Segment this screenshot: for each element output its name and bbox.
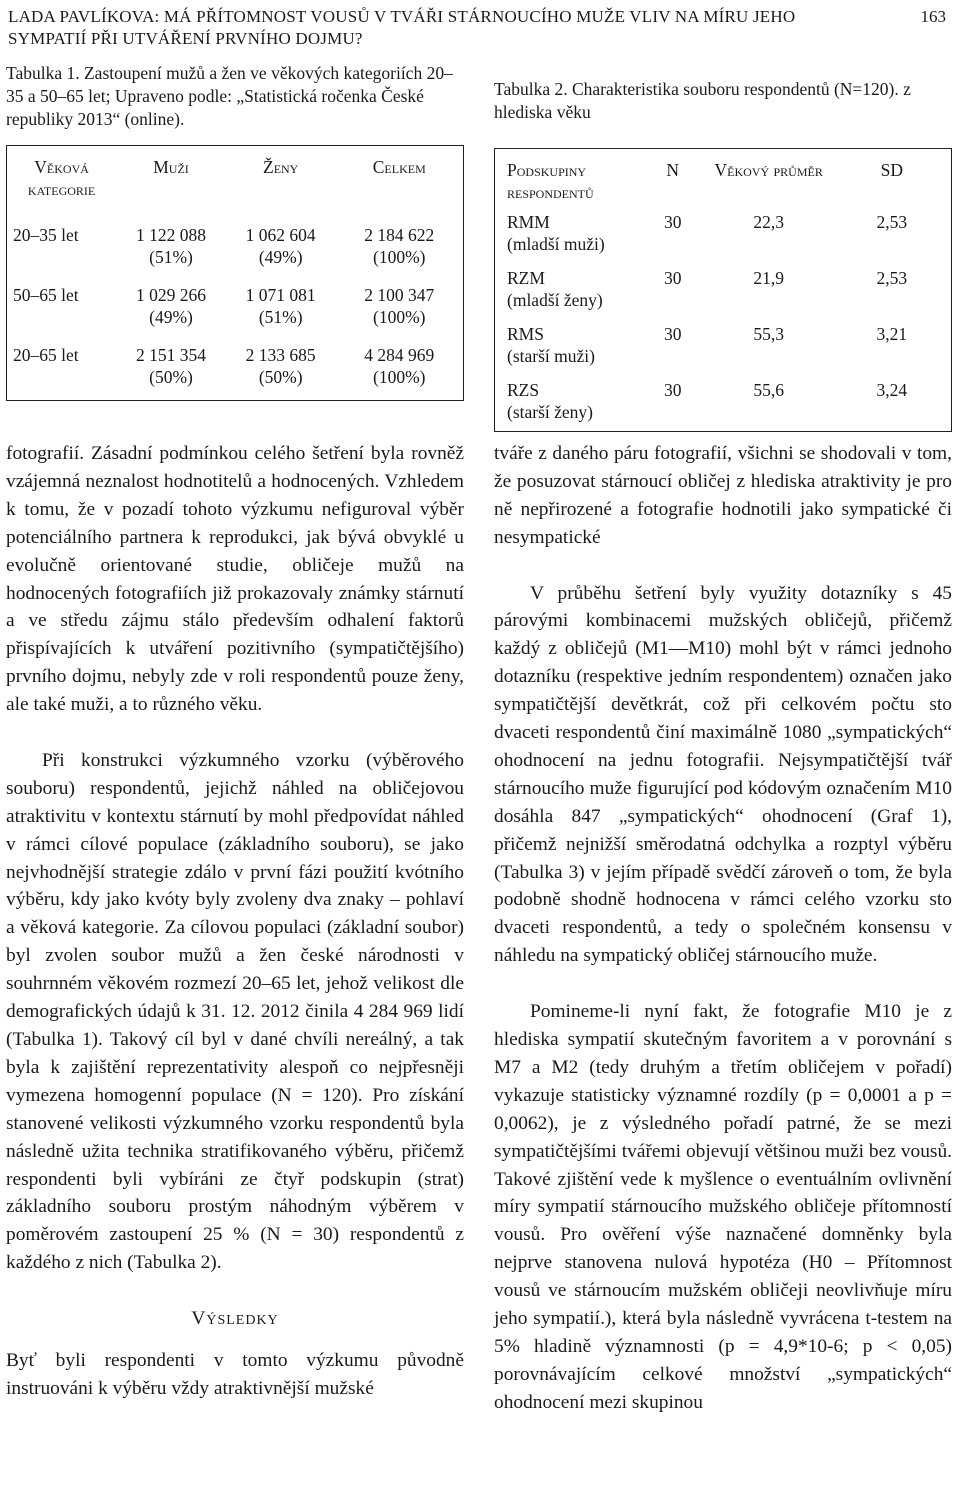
table2-cell-group (495, 263, 641, 319)
table-row (495, 207, 952, 263)
table1-header-women: Ženy (263, 157, 299, 177)
table1-cell-total (336, 220, 464, 280)
table2-cell-mean: 55,6 (753, 380, 784, 400)
table1-cell-category: 50–65 let (13, 285, 79, 305)
table-row (495, 263, 952, 319)
percent: (49%) (258, 247, 303, 267)
table2-cell-sd: 3,24 (876, 380, 908, 400)
table1-cell-category: 20–65 let (13, 345, 79, 365)
group-desc: (starší ženy) (507, 402, 594, 422)
table-row (7, 340, 464, 401)
value: 2 184 622 (364, 225, 435, 245)
table2-header-sd: SD (880, 160, 904, 180)
table1-cell-category: 20–35 let (13, 225, 79, 245)
section-heading-results: Výsledky (191, 1308, 279, 1330)
group-code: RMS (507, 324, 544, 344)
running-title: LADA PAVLÍKOVA: MÁ PŘÍTOMNOST VOUSŮ V TVÁŘI STÁRNOUCÍHO MUŽE VLIV NA MÍRU JEHO SYMPATIÍ PŘI UTVÁŘENÍ PRVNÍHO DOJMU? (8, 7, 796, 48)
table1-cell-total (336, 340, 464, 401)
page-number: 163 (920, 7, 946, 26)
table1-cell-men (116, 280, 226, 340)
table1-cell-men (116, 220, 226, 280)
table2-cell-group (495, 319, 641, 375)
value: 4 284 969 (364, 345, 435, 365)
table2-header-group: Podskupiny respondentů (507, 160, 594, 202)
table1-cell-women (226, 280, 336, 340)
table1-header-category: Věková kategorie (27, 157, 96, 199)
table2-header-mean: Věkový průměr (714, 160, 823, 180)
table1-caption: Tabulka 1. Zastoupení mužů a žen ve věkových kategoriích 20–35 a 50–65 let; Upraveno podle: „Statistická ročenka České republiky 2013“ (online). (6, 63, 453, 129)
table2-cell-n: 30 (663, 212, 682, 232)
group-code: RZM (507, 268, 545, 288)
right-paragraph-2: V průběhu šetření byly využity dotazníky s 45 párovými kombinacemi mužských obličejů, přičemž každý z obličejů (M1—M10) mohl být v rámci jednoho dotazníku (respektive jedním respondentem) označen jako sympatičtější devětkrát, což při celkovém počtu sto dvaceti respondentů činí maximálně 1080 „sympatických“ ohodnocení na jednu fotografii. Nejsympatičtější tvář stárnoucího muže figurující pod kódovým označením M10 dosáhla 847 „sympatických“ ohodnocení (Graf 1), přičemž nejnižší směrodatná odchylka a rozptyl výběru (Tabulka 3) v jejím případě svědčí zároveň o tom, že byla podobně shodně hodnocena v rámci celého vzorku sto dvaceti respondentů, a tedy o společném konsensu v náhledu na sympatický obličej stárnoucího muže. (494, 582, 952, 967)
table-row (495, 375, 952, 432)
group-desc: (starší muži) (507, 346, 595, 366)
table1-header-row (7, 146, 464, 205)
right-column (494, 78, 952, 432)
table2-cell-sd: 2,53 (876, 212, 908, 232)
table2-cell-mean: 55,3 (753, 324, 784, 344)
group-code: RZS (507, 380, 540, 400)
percent: (100%) (373, 247, 426, 267)
group-desc: (mladší muži) (507, 234, 605, 254)
percent: (100%) (373, 307, 426, 327)
percent: (50%) (149, 367, 193, 387)
value: 2 133 685 (245, 345, 316, 365)
table2-cell-group (495, 375, 641, 432)
table-row (7, 220, 464, 280)
table1-cell-women (226, 220, 336, 280)
table2-cell-group (495, 207, 641, 263)
table1-cell-total (336, 280, 464, 340)
table2-cell-mean: 22,3 (753, 212, 784, 232)
group-desc: (mladší ženy) (507, 290, 603, 310)
value: 2 100 347 (364, 285, 435, 305)
table-row (7, 204, 464, 220)
value: 1 029 266 (136, 285, 206, 305)
table1-header-total: Celkem (372, 157, 426, 177)
table1-header-men: Muži (153, 157, 189, 177)
table2-header-n: N (666, 160, 680, 180)
value: 1 071 081 (245, 285, 316, 305)
table2-cell-n: 30 (663, 268, 682, 288)
table2-cell-n: 30 (663, 324, 682, 344)
left-body (6, 440, 464, 1403)
percent: (100%) (373, 367, 426, 387)
value: 1 062 604 (245, 225, 316, 245)
percent: (51%) (258, 307, 303, 327)
percent: (51%) (149, 247, 193, 267)
table2-cell-n: 30 (663, 380, 682, 400)
table2-cell-sd: 2,53 (876, 268, 908, 288)
table-row (495, 319, 952, 375)
table1-cell-men (116, 340, 226, 401)
table1 (6, 145, 464, 401)
left-paragraph-2: Při konstrukci výzkumného vzorku (výběrového souboru) respondentů, jejichž náhled na obličejovou atraktivitu v kontextu stárnutí by mohl předpovídat náhled v rámci cílové populace (základního souboru), se jako nejvhodnější strategie zdálo v první fázi použití kvótního výběru, kdy jako kvóty byly zvoleny dva znaky – pohlaví a věková kategorie. Za cílovou populaci (základní soubor) byl zvolen soubor mužů a žen české národnosti v souhrnném věkovém rozmezí 20–65 let, jehož velikost dle demografických údajů k 31. 12. 2012 činila 4 284 969 lidí (Tabulka 1). Takový cíl byl v dané chvíli nereálný, a tak byla k zajištění reprezentativity alespoň co nejpřesněji vymezena homogenní populace (N = 120). Pro získání stanovené velikosti výzkumného vzorku respondentů byla následně užita technika stratifikovaného výběru, přičemž respondenti byli vybíráni ze čtyř podskupin (strat) základního souboru prostým náhodným výběrem v poměrovém zastoupení 25 % (N = 30) respondentů z každého z nich (Tabulka 2). (6, 749, 464, 1274)
value: 2 151 354 (136, 345, 206, 365)
left-paragraph-1: fotografií. Zásadní podmínkou celého šetření byla rovněž vzájemná neznalost hodnotitelů a hodnocených. Vzhledem k tomu, že v pozadí tohoto výzkumu nefiguroval výběr potenciálního partnera k reprodukci, jak bývá obvyklé u evolučně orientované studie, obličeje mužů na hodnocených fotografiích již prokazovaly známky stárnutí a ve středu zájmu stálo především odhalení faktorů přispívajících k utváření pozitivního (sympatičtějšího) prvního dojmu, nebyly zde v roli respondentů pouze ženy, ale také muži, a to různého věku. (6, 443, 464, 716)
table1-cell-women (226, 340, 336, 401)
table2-cell-mean: 21,9 (753, 268, 784, 288)
right-body (494, 440, 952, 1417)
group-code: RMM (507, 212, 550, 232)
percent: (50%) (258, 367, 303, 387)
percent: (49%) (149, 307, 193, 327)
table2-header-row (495, 149, 952, 208)
left-paragraph-3: Byť byli respondenti v tomto výzkumu původně instruováni k výběru vždy atraktivnější mužské (6, 1349, 464, 1399)
table2 (494, 148, 952, 432)
value: 1 122 088 (136, 225, 206, 245)
right-paragraph-1: tváře z daného páru fotografií, všichni se shodovali v tom, že posuzovat stárnoucí obličej z hlediska atraktivity je pro ně nepřirozené a fotografie hodnotili jako sympatické či nesympatické (494, 443, 952, 548)
table2-cell-sd: 3,21 (876, 324, 908, 344)
table-row (7, 280, 464, 340)
right-paragraph-3: Pomineme-li nyní fakt, že fotografie M10 je z hlediska sympatií skutečným favoritem a v porovnání s M7 a M2 (tedy druhým a třetím obličejem v pořadí) vykazuje statisticky významné rozdíly (p = 0,0001 a p = 0,0062), je z výsledného pořadí patrné, že se mezi sympatičtějšími tvářemi objevují většinou muži bez vousů. Takové zjištění vede k myšlence o eventuálním ovlivnění míry sympatií stárnoucího mužského obličeje přítomností vousů. Pro ověření výše naznačené domněnky byla nejprve stanovena nulová hypotéza (H0 – Přítomnost vousů ve stárnoucím mužském obličeji neovlivňuje míru jeho sympatií.), která byla následně vyvrácena t-testem na 5% hladině významnosti (p = 4,9*10-6; p < 0,05) porovnávajícím celkové množství „sympatických“ ohodnocení mezi skupinou (494, 1001, 952, 1413)
table2-caption: Tabulka 2. Charakteristika souboru respondentů (N=120). z hlediska věku (494, 79, 911, 122)
left-column (6, 62, 464, 401)
